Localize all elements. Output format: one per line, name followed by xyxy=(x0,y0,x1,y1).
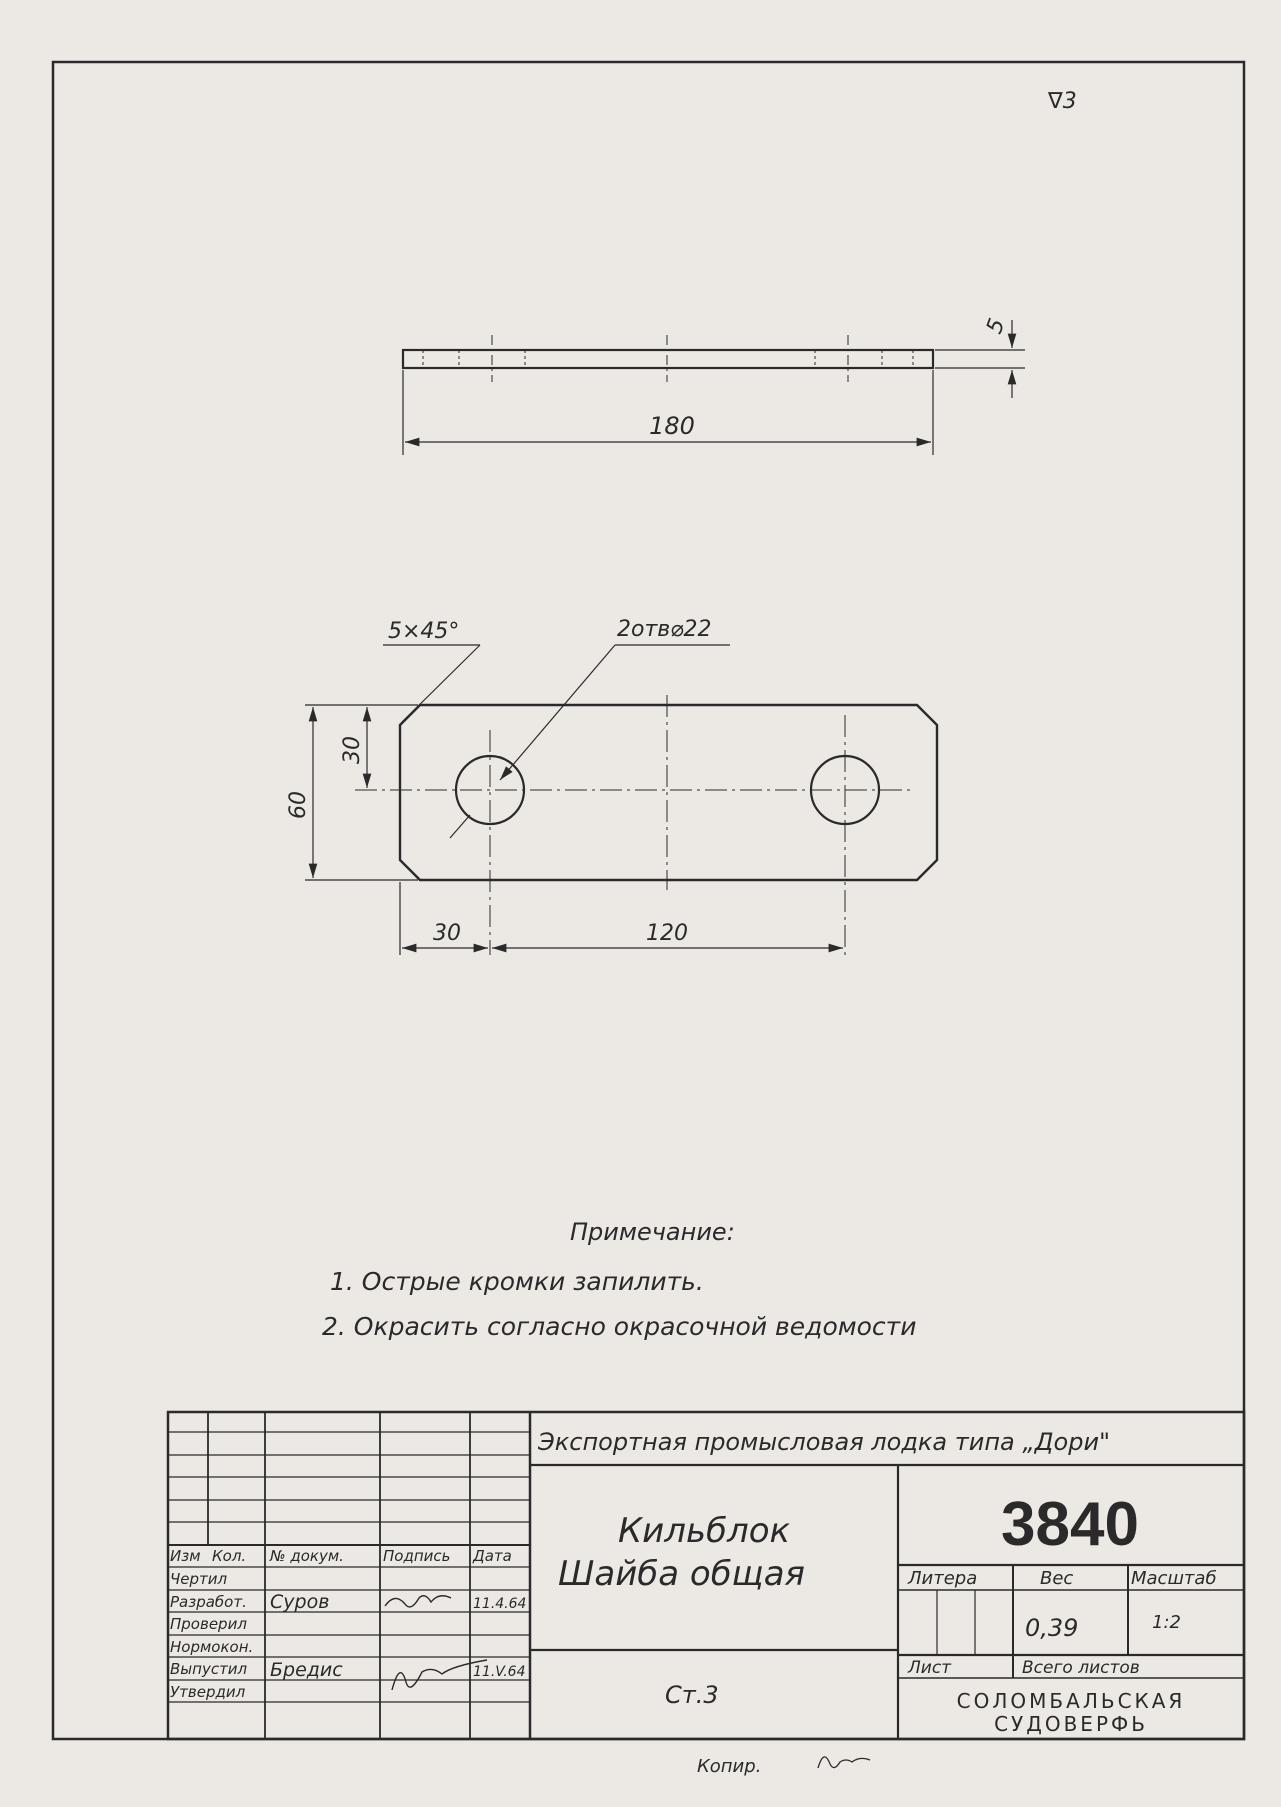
role-drafter: Чертил xyxy=(170,1570,228,1588)
edge-offset-dimension: 30 xyxy=(433,921,461,946)
litera-label: Литера xyxy=(908,1568,978,1589)
part-name-1: Кильблок xyxy=(618,1511,791,1551)
chamfer-callout: 5×45° xyxy=(388,619,460,644)
weight-value: 0,39 xyxy=(1025,1614,1079,1642)
weight-label: Вес xyxy=(1040,1568,1074,1589)
thickness-dimension: 5 xyxy=(982,315,1011,338)
notes xyxy=(322,1218,916,1341)
length-dimension: 180 xyxy=(649,412,695,440)
total-sheets-label: Всего листов xyxy=(1022,1658,1140,1678)
role-approver: Утвердил xyxy=(170,1683,246,1701)
company-line-1: СОЛОМБАЛЬСКАЯ xyxy=(956,1689,1186,1713)
copyist-signature xyxy=(818,1757,870,1768)
sheet-frame xyxy=(53,62,1244,1739)
designer-signature xyxy=(385,1596,451,1607)
plan-view xyxy=(286,617,937,955)
material: Ст.3 xyxy=(665,1681,719,1709)
company-line-2: СУДОВЕРФЬ xyxy=(994,1712,1148,1736)
note-2: 2. Окрасить согласно окрасочной ведомости xyxy=(322,1312,917,1341)
holes-callout: 2отв⌀22 xyxy=(617,617,712,642)
header-date: Дата xyxy=(473,1547,512,1565)
surface-roughness-mark: ∇3 xyxy=(1048,89,1077,114)
role-issuer: Выпустил xyxy=(170,1660,248,1678)
project-title: Экспортная промысловая лодка типа „Дори" xyxy=(538,1428,1111,1456)
designer-name: Суров xyxy=(270,1591,330,1613)
sheet-label: Лист xyxy=(908,1658,952,1678)
issuer-date: 11.V.64 xyxy=(473,1664,526,1680)
scale-value: 1:2 xyxy=(1152,1612,1181,1633)
role-norm-control: Нормокон. xyxy=(170,1638,254,1656)
role-designer: Разработ. xyxy=(170,1593,247,1611)
designer-date: 11.4.64 xyxy=(473,1596,527,1612)
header-change: Изм xyxy=(170,1547,201,1565)
header-qty: Кол. xyxy=(212,1547,247,1565)
title-block xyxy=(168,1412,1244,1739)
hole-spacing-dimension: 120 xyxy=(646,921,688,946)
header-doc-no: № докум. xyxy=(270,1547,344,1565)
part-name-2: Шайба общая xyxy=(558,1554,805,1594)
side-view xyxy=(403,315,1025,455)
plate-plan-outline xyxy=(400,705,937,880)
drawing-number: 3840 xyxy=(1001,1490,1139,1559)
issuer-name: Бредис xyxy=(270,1659,343,1681)
notes-title: Примечание: xyxy=(570,1218,735,1246)
header-signature: Подпись xyxy=(383,1547,451,1565)
plate-side-outline xyxy=(403,350,933,368)
role-checker: Проверил xyxy=(170,1615,247,1633)
width-dimension: 60 xyxy=(286,791,311,819)
half-width-dimension: 30 xyxy=(340,736,365,764)
note-1: 1. Острые кромки запилить. xyxy=(330,1267,704,1296)
copy-label: Копир. xyxy=(697,1756,762,1777)
scale-label: Масштаб xyxy=(1131,1568,1217,1589)
